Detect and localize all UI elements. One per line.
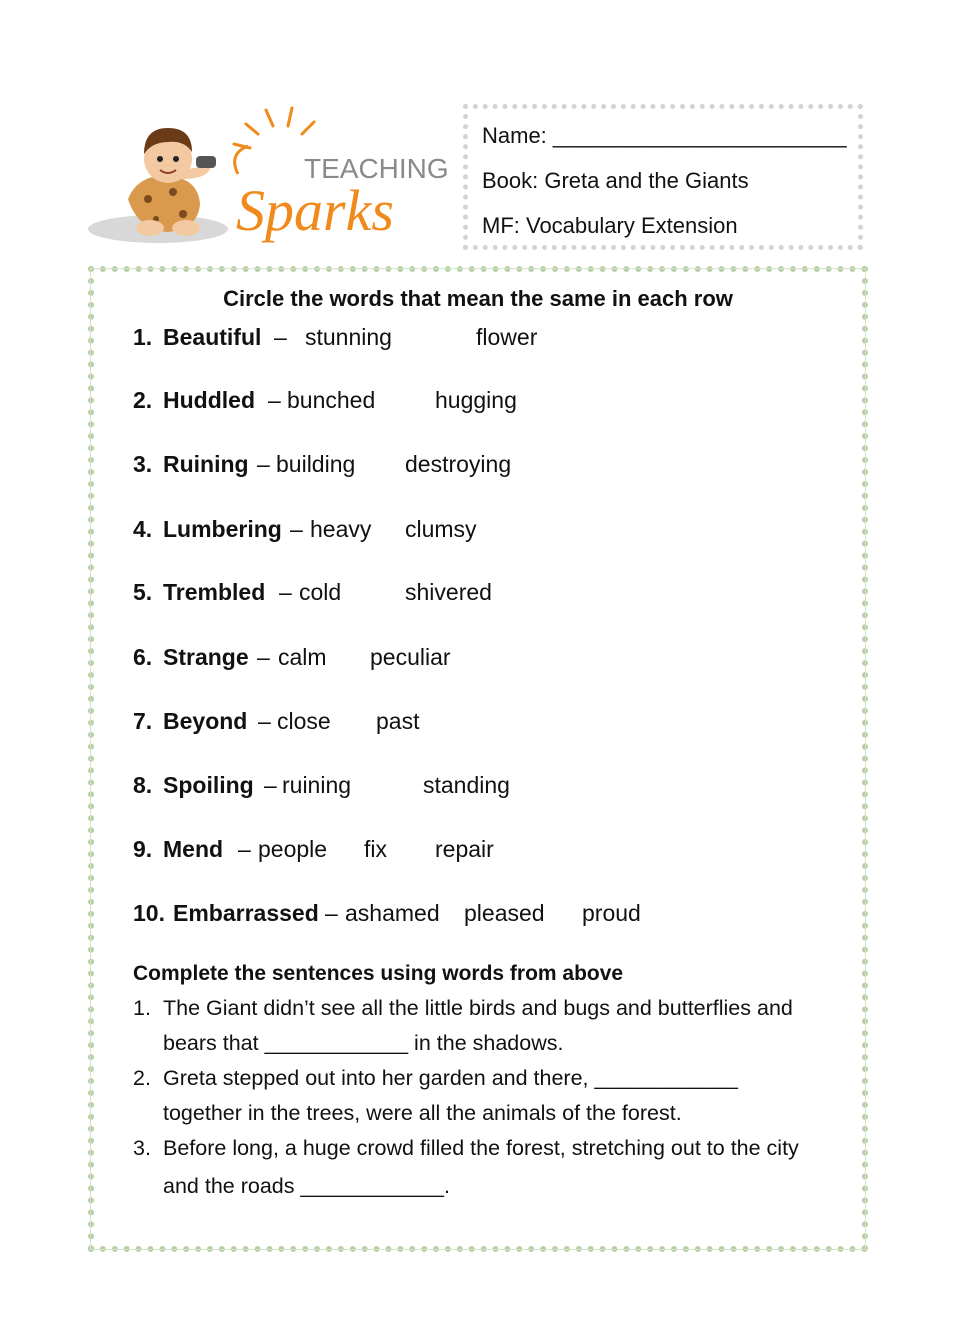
- vocab-option[interactable]: cold: [299, 579, 342, 605]
- book-title: Book: Greta and the Giants: [482, 168, 749, 193]
- vocab-dash: –: [264, 772, 277, 798]
- vocab-dash: –: [257, 451, 270, 477]
- sentence-continuation: together in the trees, were all the animals of the forest.: [163, 1101, 682, 1125]
- worksheet-box: [88, 266, 868, 1252]
- vocab-option[interactable]: hugging: [435, 387, 517, 413]
- vocab-option[interactable]: shivered: [405, 579, 492, 605]
- vocab-option[interactable]: close: [277, 708, 331, 734]
- vocab-option[interactable]: calm: [278, 644, 327, 670]
- vocab-row-number: 7.: [133, 708, 153, 734]
- vocab-row-number: 4.: [133, 516, 153, 542]
- sentence-number: 2.: [133, 1066, 151, 1090]
- vocab-dash: –: [279, 579, 292, 605]
- vocab-target-word: Mend: [163, 836, 224, 862]
- vocab-row-number: 3.: [133, 451, 153, 477]
- vocab-option[interactable]: proud: [582, 900, 641, 926]
- vocab-row-number: 6.: [133, 644, 153, 670]
- vocab-option[interactable]: clumsy: [405, 516, 477, 542]
- vocab-row-number: 8.: [133, 772, 153, 798]
- vocab-target-word: Beautiful: [163, 324, 262, 350]
- logo-teaching-text: TEACHING: [304, 153, 448, 184]
- vocab-target-word: Ruining: [163, 451, 249, 477]
- vocab-target-word: Embarrassed: [173, 900, 319, 926]
- vocab-target-word: Huddled: [163, 387, 255, 413]
- vocab-target-word: Trembled: [163, 579, 266, 605]
- vocab-option[interactable]: building: [276, 451, 356, 477]
- vocab-option[interactable]: standing: [423, 772, 510, 798]
- sentence-number: 1.: [133, 996, 151, 1020]
- vocab-option[interactable]: past: [376, 708, 420, 734]
- vocab-dash: –: [257, 644, 270, 670]
- vocab-option[interactable]: flower: [476, 324, 538, 350]
- vocab-row-number: 5.: [133, 579, 153, 605]
- vocab-dash: –: [258, 708, 271, 734]
- vocab-option[interactable]: people: [258, 836, 328, 862]
- vocab-option[interactable]: fix: [364, 836, 387, 862]
- vocab-target-word: Spoiling: [163, 772, 254, 798]
- vocab-row-number: 9.: [133, 836, 153, 862]
- vocab-target-word: Strange: [163, 644, 249, 670]
- vocab-dash: –: [238, 836, 251, 862]
- vocab-option[interactable]: stunning: [305, 324, 392, 350]
- vocab-option[interactable]: pleased: [464, 900, 545, 926]
- vocab-option[interactable]: repair: [435, 836, 494, 862]
- sentence-text[interactable]: Greta stepped out into her garden and there, ____________: [163, 1066, 738, 1090]
- sentence-continuation[interactable]: and the roads ____________.: [163, 1174, 450, 1198]
- vocab-option[interactable]: bunched: [287, 387, 376, 413]
- name-field[interactable]: Name: ________________________: [482, 123, 847, 148]
- vocab-dash: –: [325, 900, 338, 926]
- vocab-option[interactable]: ashamed: [345, 900, 440, 926]
- sentences-heading: Complete the sentences using words from above: [133, 962, 624, 985]
- mf-line: MF: Vocabulary Extension: [482, 213, 738, 238]
- vocab-dash: –: [268, 387, 281, 413]
- vocab-dash: –: [274, 324, 287, 350]
- caveman-mascot-icon: [88, 104, 448, 254]
- vocab-row-number: 10.: [133, 900, 165, 926]
- vocab-heading: Circle the words that mean the same in each row: [223, 286, 733, 311]
- vocab-target-word: Lumbering: [163, 516, 282, 542]
- vocab-option[interactable]: peculiar: [370, 644, 451, 670]
- vocab-dash: –: [290, 516, 303, 542]
- vocab-row-number: 2.: [133, 387, 153, 413]
- vocab-row-number: 1.: [133, 324, 153, 350]
- vocab-target-word: Beyond: [163, 708, 248, 734]
- vocab-option[interactable]: destroying: [405, 451, 512, 477]
- student-info-box: [463, 104, 863, 250]
- sentence-number: 3.: [133, 1136, 151, 1160]
- teaching-sparks-logo: [88, 104, 448, 254]
- logo-sparks-text: Sparks: [236, 178, 394, 243]
- sentence-text: The Giant didn’t see all the little birds and bugs and butterflies and: [163, 996, 793, 1020]
- vocab-option[interactable]: ruining: [282, 772, 352, 798]
- sentence-continuation[interactable]: bears that ____________ in the shadows.: [163, 1031, 564, 1055]
- vocab-option[interactable]: heavy: [310, 516, 372, 542]
- sentence-text: Before long, a huge crowd filled the forest, stretching out to the city: [163, 1136, 799, 1160]
